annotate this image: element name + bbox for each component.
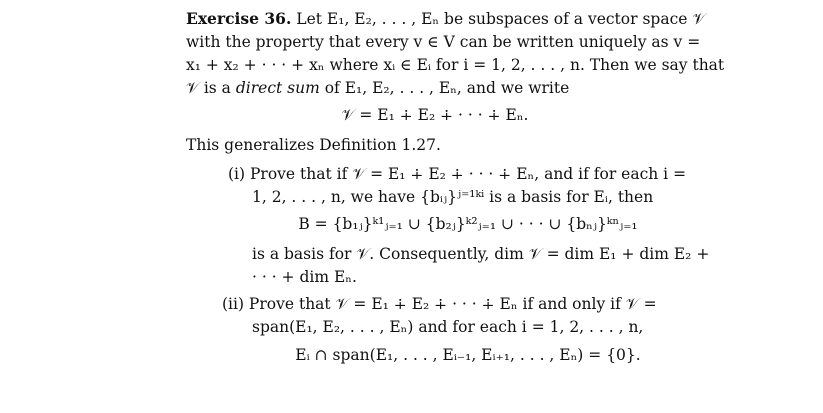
exercise-heading: Exercise 36. <box>186 9 292 28</box>
part-i-line-3: is a basis for 𝒱. Consequently, dim 𝒱 = dim E₁ + dim E₂ + <box>252 245 710 263</box>
exercise-text-1: Let E₁, E₂, . . . , Eₙ be subspaces of a vector space 𝒱 <box>296 10 706 28</box>
exercise-line-1 <box>186 8 706 30</box>
exercise-line-4 <box>186 77 569 99</box>
generalizes-note: This generalizes Definition 1.27. <box>186 136 441 154</box>
exercise-text-4b: of E₁, E₂, . . . , Eₙ, and we write <box>319 79 570 97</box>
part-ii-display-intersection: Eᵢ ∩ span(E₁, . . . , Eᵢ₋₁, Eᵢ₊₁, . . . , Eₙ) = {0}. <box>295 346 641 364</box>
part-ii-line-1: (ii) Prove that 𝒱 = E₁ ∔ E₂ ∔ · · · ∔ Eₙ if and only if 𝒱 = <box>222 295 657 313</box>
exercise-line-3: x₁ + x₂ + · · · + xₙ where xᵢ ∈ Eᵢ for i = 1, 2, . . . , n. Then we say that <box>186 56 725 74</box>
direct-sum-emphasis: direct sum <box>235 79 320 97</box>
exercise-text-4a: 𝒱 is a <box>186 79 236 97</box>
part-i-line-2: 1, 2, . . . , n, we have {bᵢⱼ}ʲ⁼¹ᵏⁱ is a basis for Eᵢ, then <box>252 188 654 206</box>
part-ii-line-2: span(E₁, E₂, . . . , Eₙ) and for each i = 1, 2, . . . , n, <box>252 318 644 336</box>
exercise-line-2: with the property that every v ∈ V can be written uniquely as v = <box>186 33 701 51</box>
part-i-line-1: (i) Prove that if 𝒱 = E₁ ∔ E₂ ∔ · · · ∔ Eₙ, and if for each i = <box>228 165 687 183</box>
display-equation-direct-sum: 𝒱 = E₁ ∔ E₂ ∔ · · · ∔ Eₙ. <box>341 106 529 124</box>
part-i-display-basis: B = {b₁ⱼ}ᵏ¹ⱼ₌₁ ∪ {b₂ⱼ}ᵏ²ⱼ₌₁ ∪ · · · ∪ {bₙⱼ}ᵏⁿⱼ₌₁ <box>298 215 638 233</box>
part-i-line-4: · · · + dim Eₙ. <box>252 268 357 286</box>
